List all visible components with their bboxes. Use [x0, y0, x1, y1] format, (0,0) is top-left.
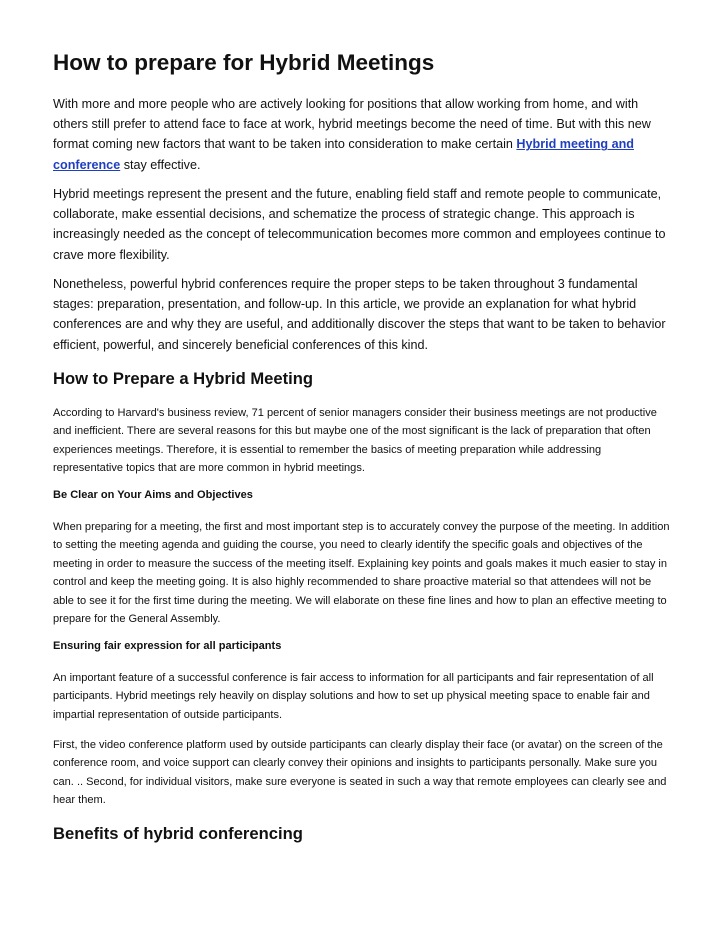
- intro-text-before-link: With more and more people who are actively looking for positions that allow working from home, and with others still prefer to attend face to face at work, hybrid meetings become the need of time. But with this new format coming new factors that want to be taken into consideration to make certain: [53, 97, 651, 152]
- paragraph-fair-access: An important feature of a successful conference is fair access to information for all participants and fair representation of all participants. Hybrid meetings rely heavily on display solutions and how to set up physical meeting space to enable fair and impartial representation of outside participants.: [53, 672, 654, 721]
- intro-text-after-link: stay effective.: [120, 157, 201, 172]
- paragraph-nonetheless: Nonetheless, powerful hybrid conferences require the proper steps to be taken throughout 3 fundamental stages: preparation, presentation, and follow-up. In this article, we provide an explanation for what hybrid conferences are and why they are useful, and additionally discover the steps that want to be taken to behavior efficient, powerful, and sincerely beneficial conferences of this kind.: [53, 277, 666, 352]
- subheading-aims-objectives: Be Clear on Your Aims and Objectives: [53, 489, 253, 501]
- hybrid-meeting-link[interactable]: Hybrid meeting and conference: [53, 137, 634, 172]
- paragraph-hybrid-present-future: Hybrid meetings represent the present and the future, enabling field staff and remote people to communicate, collaborate, make essential decisions, and schematize the process of strategic change. This approach is increasingly needed as the concept of telecommunication becomes more common and employees continue to crave more flexibility.: [53, 187, 666, 262]
- section-heading-prepare: How to Prepare a Hybrid Meeting: [53, 369, 314, 388]
- paragraph-aims-objectives: When preparing for a meeting, the first and most important step is to accurately convey the purpose of the meeting. In addition to setting the meeting agenda and guiding the course, you need to clearly identify the specific goals and objectives of the meeting in order to measure the success of the meeting itself. Explaining key points and goals makes it much easier to stay in control and keep the meeting going. It is also highly recommended to share proactive material so that attendees will not be able to see it for the first time during the meeting. We will elaborate on these fine lines and how to plan an effective meeting to prepare for the General Assembly.: [53, 521, 670, 626]
- section-heading-benefits: Benefits of hybrid conferencing: [53, 824, 303, 843]
- intro-paragraph: [53, 94, 671, 175]
- page-title: How to prepare for Hybrid Meetings: [53, 50, 435, 75]
- paragraph-harvard: According to Harvard's business review, 71 percent of senior managers consider their business meetings are not productive and inefficient. There are several reasons for this but maybe one of the most significant is the lack of preparation that often experiences meetings. Therefore, it is essential to remember the basics of meeting preparation while addressing representative topics that are more common in hybrid meetings.: [53, 407, 657, 475]
- paragraph-video-conference: First, the video conference platform used by outside participants can clearly display their face (or avatar) on the screen of the conference room, and voice support can clearly convey their opinions and insights to participants personally. Make sure you can. .. Second, for individual visitors, make sure everyone is seated in such a way that remote employees can clearly see and hear them.: [53, 739, 667, 807]
- subheading-fair-expression: Ensuring fair expression for all participants: [53, 640, 282, 652]
